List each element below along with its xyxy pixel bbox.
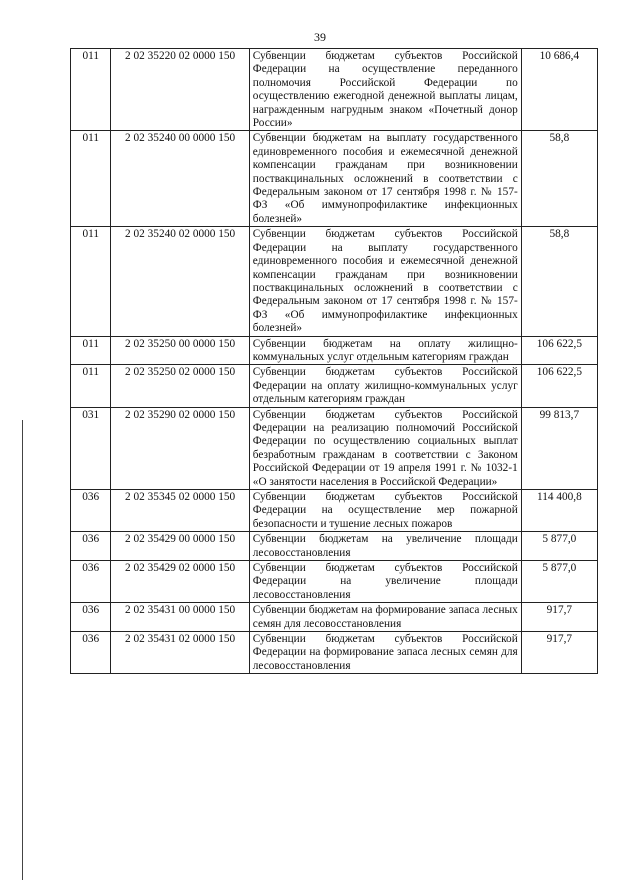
table-row: [71, 532, 598, 561]
table-row: [71, 131, 598, 227]
kbk-code-cell: 2 02 35429 02 0000 150: [111, 561, 249, 603]
budget-table: [70, 48, 598, 674]
table-row: [71, 603, 598, 632]
revenue-name-cell: Субвенции бюджетам субъектов Российской Федерации на увеличение площади лесовосстановления: [249, 561, 521, 603]
admin-code-cell: 036: [71, 490, 111, 532]
table-row: [71, 632, 598, 674]
kbk-code-cell: 2 02 35431 00 0000 150: [111, 603, 249, 632]
amount-cell: 917,7: [521, 603, 597, 632]
amount-cell: 106 622,5: [521, 336, 597, 365]
admin-code-cell: 036: [71, 532, 111, 561]
kbk-code-cell: 2 02 35250 02 0000 150: [111, 365, 249, 407]
revenue-name-cell: Субвенции бюджетам на формирование запаса лесных семян для лесовосстановления: [249, 603, 521, 632]
table-row: [71, 490, 598, 532]
kbk-code-cell: 2 02 35220 02 0000 150: [111, 49, 249, 131]
table-row: [71, 227, 598, 336]
revenue-name-cell: Субвенции бюджетам субъектов Российской Федерации на оплату жилищно-коммунальных услуг отдельным категориям граждан: [249, 365, 521, 407]
amount-cell: 58,8: [521, 131, 597, 227]
revenue-name-cell: Субвенции бюджетам субъектов Российской Федерации на осуществление мер пожарной безопасности и тушение лесных пожаров: [249, 490, 521, 532]
amount-cell: 5 877,0: [521, 532, 597, 561]
kbk-code-cell: 2 02 35290 02 0000 150: [111, 407, 249, 489]
admin-code-cell: 036: [71, 632, 111, 674]
admin-code-cell: 031: [71, 407, 111, 489]
amount-cell: 917,7: [521, 632, 597, 674]
kbk-code-cell: 2 02 35240 00 0000 150: [111, 131, 249, 227]
admin-code-cell: 011: [71, 131, 111, 227]
kbk-code-cell: 2 02 35250 00 0000 150: [111, 336, 249, 365]
amount-cell: 10 686,4: [521, 49, 597, 131]
table-row: [71, 407, 598, 489]
table-row: [71, 336, 598, 365]
amount-cell: 114 400,8: [521, 490, 597, 532]
revenue-name-cell: Субвенции бюджетам на выплату государственного единовременного пособия и ежемесячной денежной компенсации гражданам при возникновении поствакцинальных осложнений в соответствии с Федеральным законом от 17 сентября 1998 г. № 157-ФЗ «Об иммунопрофилактике инфекционных болезней»: [249, 131, 521, 227]
kbk-code-cell: 2 02 35345 02 0000 150: [111, 490, 249, 532]
admin-code-cell: 011: [71, 336, 111, 365]
table-row: [71, 561, 598, 603]
admin-code-cell: 011: [71, 49, 111, 131]
admin-code-cell: 036: [71, 603, 111, 632]
revenue-name-cell: Субвенции бюджетам субъектов Российской Федерации на выплату государственного единовременного пособия и ежемесячной денежной компенсации гражданам при возникновении поствакцинальных осложнений в соответствии с Федеральным законом от 17 сентября 1998 г. № 157-ФЗ «Об иммунопрофилактике инфекционных болезней»: [249, 227, 521, 336]
amount-cell: 99 813,7: [521, 407, 597, 489]
kbk-code-cell: 2 02 35240 02 0000 150: [111, 227, 249, 336]
amount-cell: 58,8: [521, 227, 597, 336]
amount-cell: 5 877,0: [521, 561, 597, 603]
revenue-name-cell: Субвенции бюджетам на оплату жилищно-коммунальных услуг отдельным категориям граждан: [249, 336, 521, 365]
revenue-name-cell: Субвенции бюджетам субъектов Российской Федерации на формирование запаса лесных семян для лесовосстановления: [249, 632, 521, 674]
table-row: [71, 365, 598, 407]
table-row: [71, 49, 598, 131]
admin-code-cell: 036: [71, 561, 111, 603]
revenue-name-cell: Субвенции бюджетам на увеличение площади лесовосстановления: [249, 532, 521, 561]
kbk-code-cell: 2 02 35429 00 0000 150: [111, 532, 249, 561]
admin-code-cell: 011: [71, 227, 111, 336]
revenue-name-cell: Субвенции бюджетам субъектов Российской Федерации на реализацию полномочий Российской Федерации по осуществлению социальных выплат безработным гражданам в соответствии с Законом Российской Федерации от 19 апреля 1991 г. № 1032-1 «О занятости населения в Российской Федерации»: [249, 407, 521, 489]
binding-margin-line: [22, 420, 23, 880]
amount-cell: 106 622,5: [521, 365, 597, 407]
admin-code-cell: 011: [71, 365, 111, 407]
revenue-name-cell: Субвенции бюджетам субъектов Российской Федерации на осуществление переданного полномочия Российской Федерации по осуществлению ежегодной денежной выплаты лицам, награжденным нагрудным знаком «Почетный донор России»: [249, 49, 521, 131]
kbk-code-cell: 2 02 35431 02 0000 150: [111, 632, 249, 674]
page-number: 39: [314, 30, 326, 44]
